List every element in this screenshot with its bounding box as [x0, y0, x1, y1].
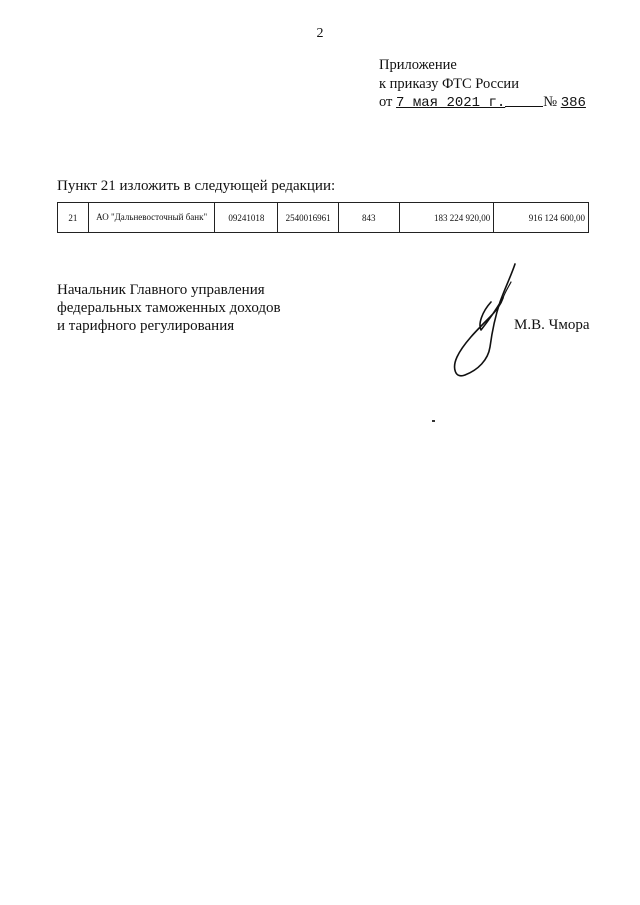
cell-inn: 2540016961: [278, 203, 339, 233]
cell-number: 21: [58, 203, 89, 233]
signatory-position: [57, 281, 281, 335]
cell-reg-number: 09241018: [215, 203, 278, 233]
page-number: 2: [316, 26, 324, 41]
table-row: [58, 203, 589, 233]
records-table: [57, 202, 589, 233]
cell-code: 843: [338, 203, 399, 233]
cell-amount-2: 916 124 600,00: [494, 203, 589, 233]
cell-amount-1: 183 224 920,00: [399, 203, 494, 233]
scan-speck: [432, 420, 435, 422]
position-line-3: и тарифного регулирования: [57, 318, 235, 334]
appendix-title: Приложение: [379, 57, 457, 73]
position-line-1: Начальник Главного управления: [57, 282, 265, 298]
appendix-date-line: [379, 93, 586, 113]
date-prefix: от: [379, 94, 393, 110]
intro-text: Пункт 21 изложить в следующей редакции:: [57, 178, 336, 194]
order-date: 7 мая 2021 г.: [396, 95, 506, 111]
appendix-header: [379, 56, 586, 113]
handwritten-signature: [445, 262, 525, 382]
number-prefix: №: [543, 94, 558, 110]
signer-name: М.В. Чмора: [514, 317, 590, 333]
cell-bank-name: АО "Дальневосточный банк": [88, 203, 215, 233]
date-underline: [505, 94, 543, 107]
appendix-order-ref: к приказу ФТС России: [379, 75, 519, 92]
order-number: 386: [560, 95, 586, 111]
position-line-2: федеральных таможенных доходов: [57, 300, 281, 316]
